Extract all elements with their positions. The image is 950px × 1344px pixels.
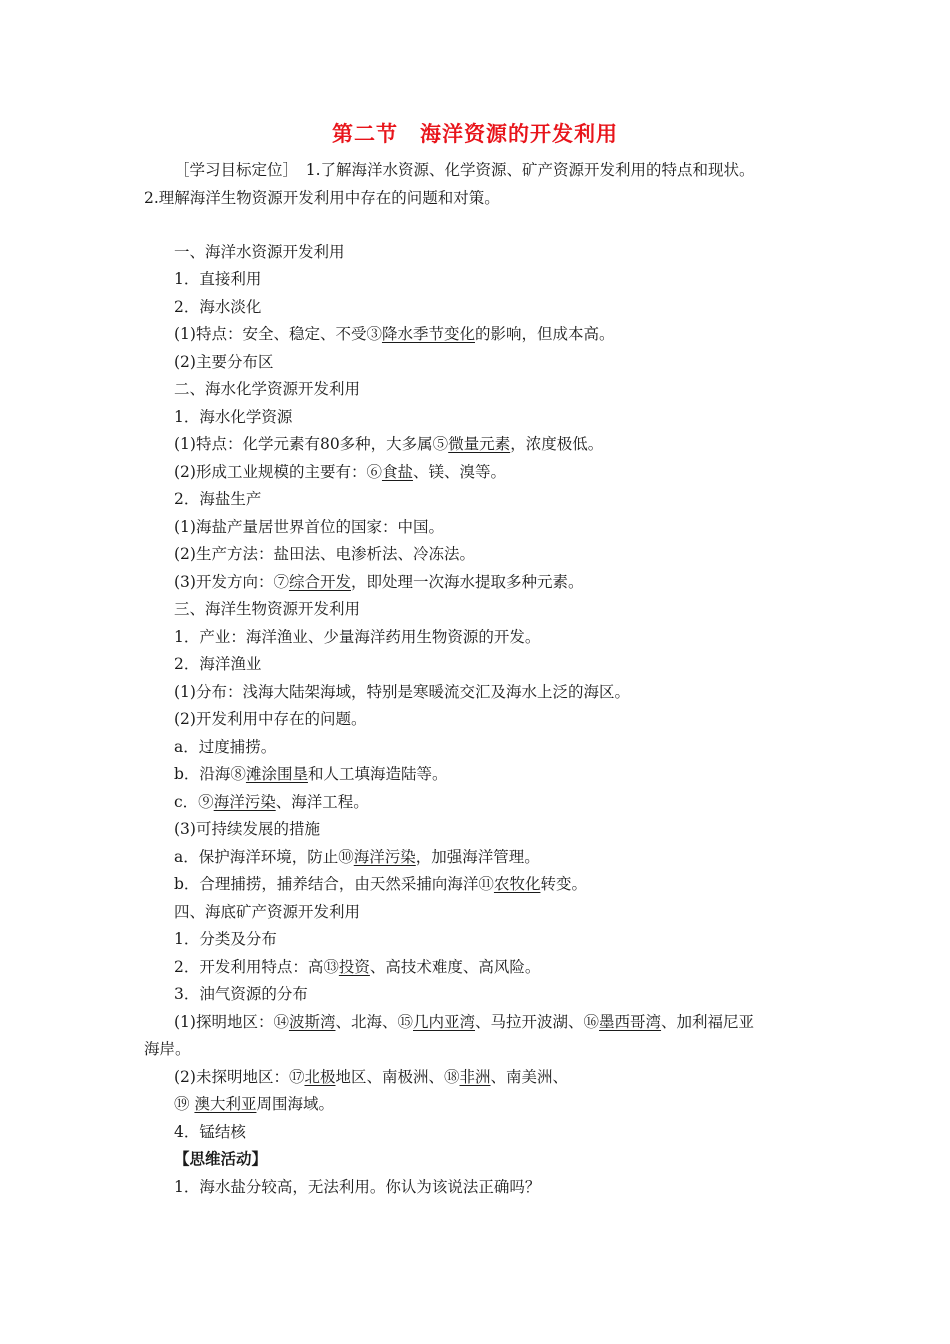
section-label: 【思维活动】 — [174, 1149, 268, 1168]
text-segment: 、海洋工程。 — [275, 793, 369, 811]
text-line — [174, 847, 540, 867]
answer-blank: 滩涂围垦 — [245, 765, 308, 783]
text-segment: 、高技术难度、高风险。 — [369, 958, 541, 976]
section-number: 第二节 — [332, 122, 398, 146]
text-segment: 地区、南极洲、⑱ — [335, 1068, 460, 1086]
text-segment: 、加利福尼亚 — [661, 1013, 755, 1031]
text-segment: 一、海洋水资源开发利用 — [174, 243, 345, 261]
text-line — [174, 929, 277, 949]
text-line — [174, 627, 540, 647]
text-line — [174, 764, 447, 784]
text-segment: 三、海洋生物资源开发利用 — [174, 600, 361, 618]
text-segment: 、北海、⑮ — [335, 1013, 413, 1031]
text-segment: 4．锰结核 — [174, 1123, 246, 1141]
answer-blank: 墨西哥湾 — [599, 1013, 662, 1031]
text-segment: 1．海水化学资源 — [174, 408, 293, 426]
text-segment: 转变。 — [540, 875, 587, 893]
answer-blank: 非洲 — [459, 1068, 491, 1086]
text-segment: 2．开发利用特点：高⑬ — [174, 958, 339, 976]
text-segment: 2．海洋渔业 — [174, 655, 262, 673]
text-line — [174, 1177, 540, 1197]
text-segment: 海岸。 — [144, 1040, 191, 1058]
text-line — [174, 160, 755, 180]
text-segment: (2)生产方法：盐田法、电渗析法、冷冻法。 — [174, 545, 475, 563]
answer-blank: 降水季节变化 — [381, 325, 475, 343]
text-line — [174, 1094, 334, 1114]
text-line — [174, 407, 292, 427]
text-line — [174, 1067, 568, 1087]
text-segment: ，加强海洋管理。 — [415, 848, 540, 866]
answer-blank: 食盐 — [381, 463, 413, 481]
text-segment: 1．分类及分布 — [174, 930, 277, 948]
text-segment: (1)探明地区：⑭ — [174, 1013, 289, 1031]
text-segment: (2)形成工业规模的主要有：⑥ — [174, 463, 382, 481]
text-segment: 1．产业：海洋渔业、少量海洋药用生物资源的开发。 — [174, 628, 541, 646]
text-segment: (2)主要分布区 — [174, 353, 274, 371]
answer-blank: 澳大利亚 — [194, 1095, 257, 1113]
text-line — [174, 242, 345, 262]
answer-blank: 综合开发 — [288, 573, 351, 591]
text-line — [174, 682, 630, 702]
text-line — [174, 1012, 754, 1032]
text-segment: ，即处理一次海水提取多种元素。 — [350, 573, 584, 591]
text-line — [174, 269, 261, 289]
text-line — [174, 654, 261, 674]
answer-blank: 微量元素 — [448, 435, 511, 453]
text-line — [144, 188, 500, 208]
text-segment: 2．海水淡化 — [174, 298, 262, 316]
text-line — [174, 489, 261, 509]
text-segment: (1)特点：安全、稳定、不受③ — [174, 325, 382, 343]
text-segment: ，浓度极低。 — [510, 435, 604, 453]
answer-blank: 北极 — [304, 1068, 336, 1086]
text-segment: 、镁、溴等。 — [412, 463, 506, 481]
text-segment: 和人工填海造陆等。 — [307, 765, 448, 783]
text-line — [174, 984, 308, 1004]
text-segment: 1．海水盐分较高，无法利用。你认为该说法正确吗？ — [174, 1178, 541, 1196]
text-segment: 、南美洲、 — [490, 1068, 569, 1086]
text-line — [174, 297, 261, 317]
text-segment: 1．直接利用 — [174, 270, 262, 288]
text-segment: a．保护海洋环境，防止⑩ — [174, 848, 354, 866]
text-line — [174, 599, 360, 619]
answer-blank: 海洋污染 — [353, 848, 416, 866]
text-line — [144, 1039, 191, 1059]
text-segment: 周围海域。 — [256, 1095, 334, 1113]
text-segment: (2)未探明地区：⑰ — [174, 1068, 305, 1086]
text-line — [174, 352, 273, 372]
text-segment: 二、海水化学资源开发利用 — [174, 380, 361, 398]
text-segment: 、马拉开波湖、⑯ — [475, 1013, 600, 1031]
text-segment: (3)可持续发展的措施 — [174, 820, 320, 838]
text-line — [174, 324, 615, 344]
text-segment: b．沿海⑧ — [174, 765, 246, 783]
answer-blank: 几内亚湾 — [413, 1013, 476, 1031]
text-segment: c．⑨ — [174, 793, 214, 811]
section-name: 海洋资源的开发利用 — [420, 122, 618, 146]
text-line — [174, 1122, 246, 1142]
text-line — [174, 462, 506, 482]
text-line — [174, 544, 475, 564]
text-segment: (3)开发方向：⑦ — [174, 573, 289, 591]
text-line — [174, 572, 584, 592]
text-segment: (1)特点：化学元素有80多种，大多属⑤ — [174, 435, 449, 453]
text-segment: 3．油气资源的分布 — [174, 985, 308, 1003]
answer-blank: 投资 — [338, 958, 370, 976]
text-segment: (2)开发利用中存在的问题。 — [174, 710, 367, 728]
text-segment: 的影响，但成本高。 — [474, 325, 615, 343]
text-segment: b．合理捕捞，捕养结合，由天然采捕向海洋⑪ — [174, 875, 494, 893]
text-segment: 四、海底矿产资源开发利用 — [174, 903, 361, 921]
text-line — [174, 792, 369, 812]
text-line — [174, 874, 587, 894]
text-segment: (1)海盐产量居世界首位的国家：中国。 — [174, 518, 444, 536]
text-segment: a．过度捕捞。 — [174, 738, 277, 756]
answer-blank: 波斯湾 — [288, 1013, 336, 1031]
text-segment: 2.理解海洋生物资源开发利用中存在的问题和对策。 — [144, 189, 500, 207]
text-line — [174, 819, 320, 839]
text-segment: ［学习目标定位］ 1.了解海洋水资源、化学资源、矿产资源开发利用的特点和现状。 — [174, 161, 755, 179]
text-line — [174, 379, 360, 399]
text-line — [174, 1149, 267, 1169]
text-line — [174, 434, 603, 454]
text-segment: ⑲ — [174, 1095, 195, 1113]
text-line — [174, 902, 360, 922]
text-line — [174, 517, 444, 537]
text-line — [174, 957, 540, 977]
page-title — [0, 118, 950, 148]
text-segment: (1)分布：浅海大陆架海域，特别是寒暖流交汇及海水上泛的海区。 — [174, 683, 630, 701]
text-line — [174, 737, 276, 757]
text-segment: 2．海盐生产 — [174, 490, 262, 508]
text-line — [174, 709, 366, 729]
answer-blank: 农牧化 — [493, 875, 541, 893]
answer-blank: 海洋污染 — [213, 793, 276, 811]
